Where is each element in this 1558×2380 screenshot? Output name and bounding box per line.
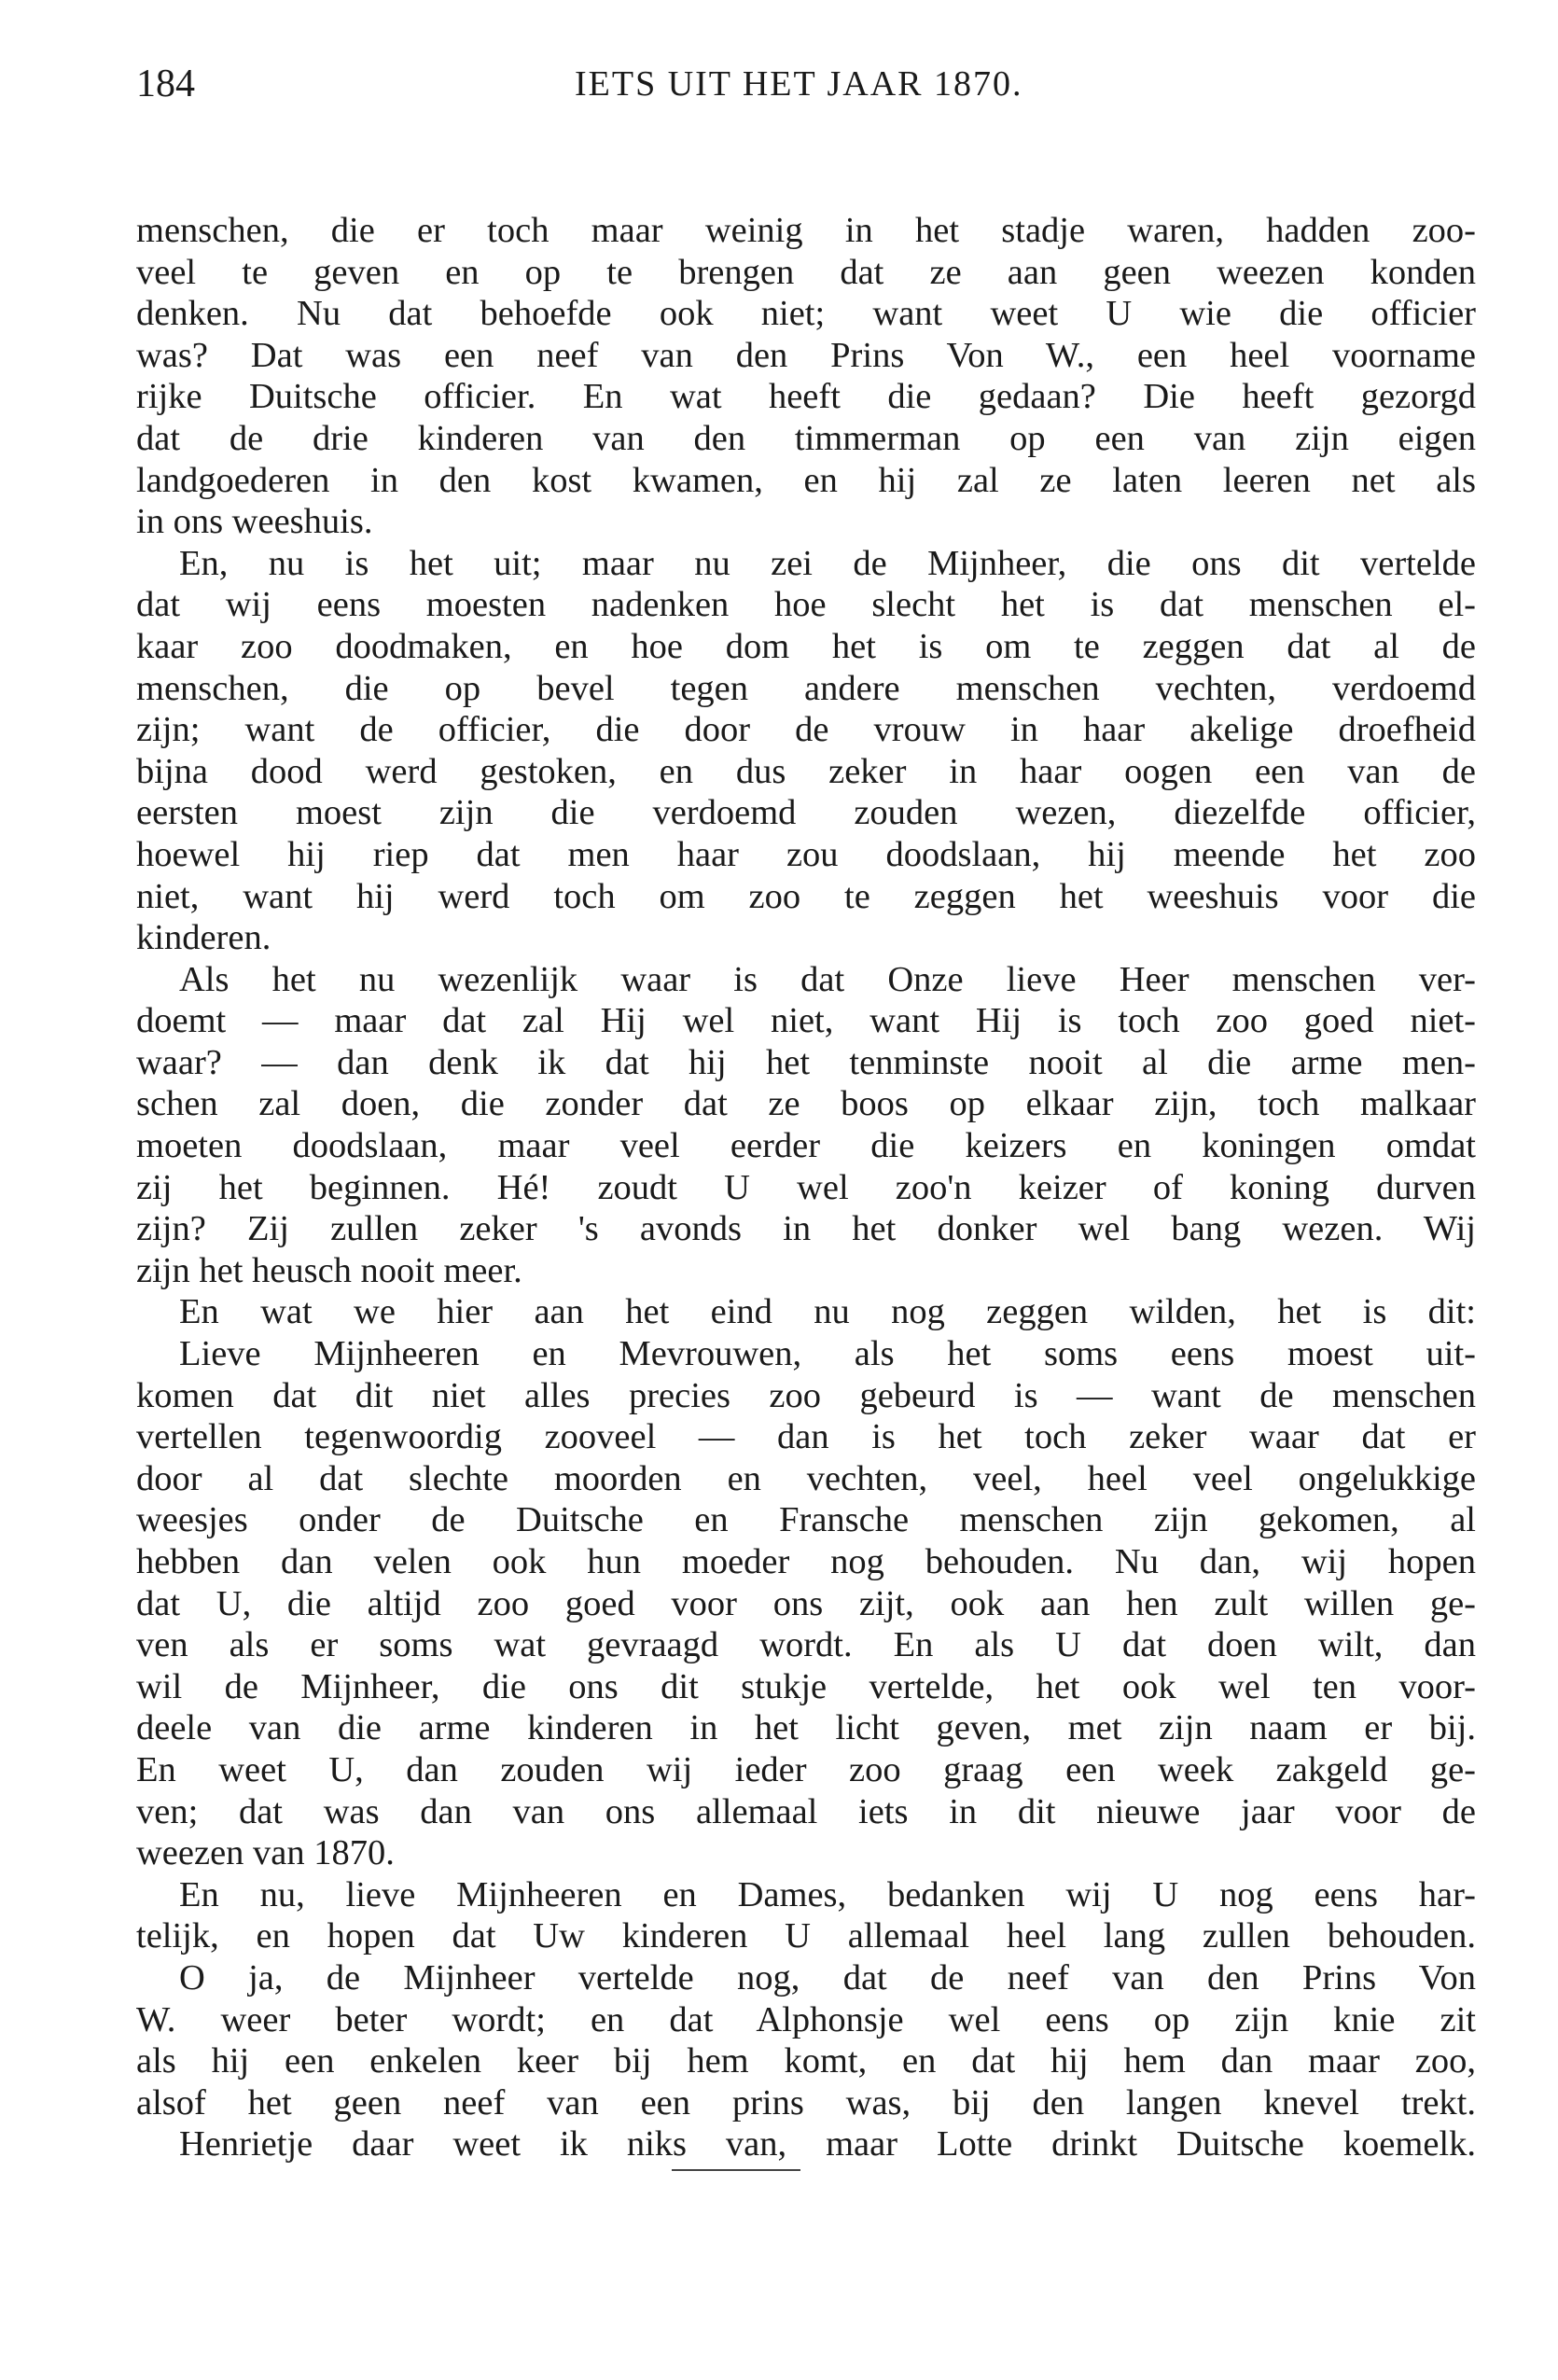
- running-title: IETS UIT HET JAAR 1870.: [575, 64, 1023, 104]
- text-line: weesjes onder de Duitsche en Fransche menschen zijn gekomen, al: [136, 1500, 1476, 1540]
- text-line: veel te geven en op te brengen dat ze aan geen weezen konden: [136, 252, 1476, 292]
- text-line: Als het nu wezenlijk waar is dat Onze lieve Heer menschen ver-: [179, 959, 1476, 999]
- text-line: zijn het heusch nooit meer.: [136, 1250, 522, 1290]
- text-line: waar? — dan denk ik dat hij het tenminste nooit al die arme men-: [136, 1042, 1476, 1082]
- text-line: moeten doodslaan, maar veel eerder die keizers en koningen omdat: [136, 1126, 1476, 1166]
- text-line: zij het beginnen. Hé! zoudt U wel zoo'n keizer of koning durven: [136, 1167, 1476, 1207]
- text-line: was? Dat was een neef van den Prins Von W., een heel voorname: [136, 335, 1476, 375]
- book-page: [136, 56, 1476, 2165]
- text-line: zijn? Zij zullen zeker 's avonds in het donker wel bang wezen. Wij: [136, 1209, 1476, 1249]
- end-divider: [672, 2169, 800, 2171]
- text-line: eersten moest zijn die verdoemd zouden wezen, diezelfde officier,: [136, 793, 1476, 833]
- text-line: Henrietje daar weet ik niks van, maar Lotte drinkt Duitsche koemelk.: [179, 2124, 1476, 2164]
- text-line: hebben dan velen ook hun moeder nog behouden. Nu dan, wij hopen: [136, 1542, 1476, 1581]
- text-line: menschen, die er toch maar weinig in het stadje waren, hadden zoo-: [136, 211, 1476, 250]
- text-line: dat U, die altijd zoo goed voor ons zijt, ook aan hen zult willen ge-: [136, 1583, 1476, 1623]
- body-text: [136, 210, 1476, 2165]
- text-line: vertellen tegenwoordig zooveel — dan is het toch zeker waar dat er: [136, 1417, 1476, 1457]
- text-line: ven als er soms wat gevraagd wordt. En als U dat doen wilt, dan: [136, 1625, 1476, 1665]
- text-line: dat de drie kinderen van den timmerman op een van zijn eigen: [136, 418, 1476, 458]
- text-line: door al dat slechte moorden en vechten, veel, heel veel ongelukkige: [136, 1458, 1476, 1498]
- text-line: zijn; want de officier, die door de vrouw in haar akelige droefheid: [136, 710, 1476, 750]
- text-line: ven; dat was dan van ons allemaal iets in dit nieuwe jaar voor de: [136, 1791, 1476, 1831]
- text-line: alsof het geen neef van een prins was, bij den langen knevel trekt.: [136, 2082, 1476, 2123]
- text-line: kinderen.: [136, 918, 271, 958]
- text-line: menschen, die op bevel tegen andere menschen vechten, verdoemd: [136, 668, 1476, 708]
- text-line: denken. Nu dat behoefde ook niet; want weet U wie die officier: [136, 294, 1476, 334]
- page-header: [136, 56, 1476, 112]
- text-line: niet, want hij werd toch om zoo te zeggen het weeshuis voor die: [136, 876, 1476, 916]
- text-line: rijke Duitsche officier. En wat heeft die gedaan? Die heeft gezorgd: [136, 377, 1476, 417]
- text-line: weezen van 1870.: [136, 1833, 395, 1873]
- text-line: En, nu is het uit; maar nu zei de Mijnheer, die ons dit vertelde: [179, 543, 1476, 583]
- text-line: wil de Mijnheer, die ons dit stukje vertelde, het ook wel ten voor-: [136, 1666, 1476, 1706]
- text-line: deele van die arme kinderen in het licht geven, met zijn naam er bij.: [136, 1708, 1476, 1748]
- page-number: 184: [136, 63, 195, 105]
- text-line: kaar zoo doodmaken, en hoe dom het is om te zeggen dat al de: [136, 626, 1476, 666]
- text-line: landgoederen in den kost kwamen, en hij zal ze laten leeren net als: [136, 460, 1476, 500]
- text-line: als hij een enkelen keer bij hem komt, en dat hij hem dan maar zoo,: [136, 2041, 1476, 2081]
- text-line: Lieve Mijnheeren en Mevrouwen, als het soms eens moest uit-: [179, 1334, 1476, 1374]
- text-line: schen zal doen, die zonder dat ze boos op elkaar zijn, toch malkaar: [136, 1084, 1476, 1124]
- text-line: in ons weeshuis.: [136, 502, 373, 542]
- text-line: doemt — maar dat zal Hij wel niet, want Hij is toch zoo goed niet-: [136, 1001, 1476, 1041]
- text-line: telijk, en hopen dat Uw kinderen U allemaal heel lang zullen behouden.: [136, 1916, 1476, 1956]
- text-line: En wat we hier aan het eind nu nog zeggen wilden, het is dit:: [179, 1292, 1476, 1332]
- text-line: W. weer beter wordt; en dat Alphonsje wel eens op zijn knie zit: [136, 1999, 1476, 2039]
- text-line: komen dat dit niet alles precies zoo gebeurd is — want de menschen: [136, 1375, 1476, 1415]
- text-line: En nu, lieve Mijnheeren en Dames, bedanken wij U nog eens har-: [179, 1874, 1476, 1914]
- text-line: En weet U, dan zouden wij ieder zoo graag een week zakgeld ge-: [136, 1749, 1476, 1789]
- text-line: bijna dood werd gestoken, en dus zeker in haar oogen een van de: [136, 751, 1476, 791]
- text-line: hoewel hij riep dat men haar zou doodslaan, hij meende het zoo: [136, 834, 1476, 874]
- text-line: O ja, de Mijnheer vertelde nog, dat de neef van den Prins Von: [179, 1957, 1476, 1997]
- text-line: dat wij eens moesten nadenken hoe slecht het is dat menschen el-: [136, 585, 1476, 625]
